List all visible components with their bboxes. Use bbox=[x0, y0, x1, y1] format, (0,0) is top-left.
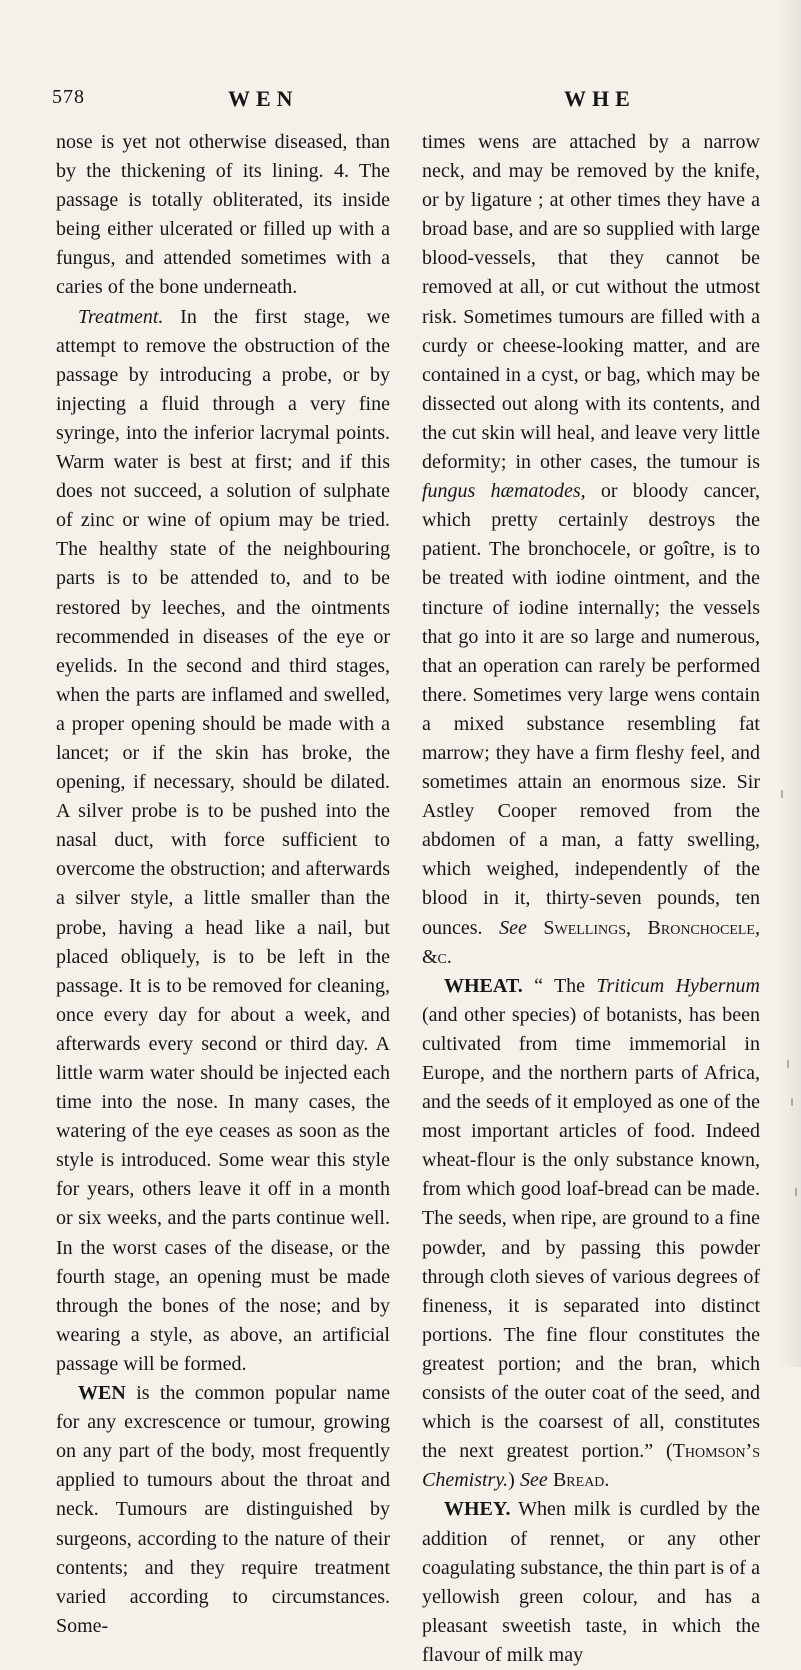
wheat-entry bbox=[422, 972, 760, 1496]
wen-text: is the common popular name for any excrescence or tumour, growing on any part of the body, most frequently applied to tumours about the throat and neck. Tumours are distinguished by surgeons, according to the nature of their contents; and they require treatment varied according to circumstances. Some- bbox=[56, 1382, 390, 1637]
see-label: See bbox=[499, 916, 527, 939]
whey-headword: WHEY. bbox=[444, 1498, 511, 1521]
left-paragraph-1: nose is yet not otherwise diseased, than by the thickening of its lining. 4. The passage is totally obliterated, its inside being either ulcerated or filled up with a fungus, and attended sometimes with a caries of the bone underneath. bbox=[56, 131, 390, 299]
treatment-paragraph bbox=[56, 303, 390, 1379]
wheat-quote-open: “ The bbox=[522, 974, 597, 997]
margin-speck bbox=[795, 1188, 797, 1196]
cross-reference-bread: Bread. bbox=[547, 1469, 610, 1492]
left-column bbox=[56, 128, 390, 1641]
wen-continuation bbox=[422, 128, 760, 972]
right-column bbox=[422, 128, 760, 1670]
right-guide-word: WHE bbox=[564, 86, 636, 111]
margin-speck bbox=[781, 790, 783, 798]
wheat-latin-name: Triticum Hybernum bbox=[596, 974, 760, 997]
wen-cont-text-a: times wens are attached by a narrow neck, and may be removed by the knife, or by ligature ; at other times they have a broad base, and are so supplied with large blood-vessels, that they cannot be removed at all, or cut without the utmost risk. Sometimes tumours are filled with a curdy or cheese-looking matter, and are contained in a cyst, or bag, which may be dissected out along with its contents, and the cut skin will heal, and leave very little deformity; in other cases, the tumour is bbox=[422, 131, 760, 474]
whey-entry bbox=[422, 1495, 760, 1670]
wen-headword: WEN bbox=[78, 1382, 126, 1405]
running-header bbox=[52, 86, 769, 110]
citation-author: Thomson’s bbox=[672, 1440, 760, 1463]
citation-work: Chemistry. bbox=[422, 1469, 509, 1492]
wheat-headword: WHEAT. bbox=[444, 974, 523, 997]
treatment-text: In the first stage, we attempt to remove the obstruction of the passage by introducing a probe, or by injecting a fluid through a very fine syringe, into the inferior lacrymal points. Warm water is best at first; and if this does not succeed, a solution of sulphate of zinc or wine of opium may be tried. The healthy state of the neighbouring parts is to be attended to, and to be restored by leeches, and the ointments recommended in diseases of the eye or eyelids. In the second and third stages, when the parts are inflamed and swelled, a proper opening should be made with a lancet; or if the skin has broke, the opening, if necessary, should be dilated. A silver probe is to be pushed into the nasal duct, with force sufficient to overcome the obstruction; and afterwards a silver style, a little smaller than the probe, having a head like a nail, but placed obliquely, is to be left in the passage. It is to be removed for cleaning, once every day for about a week, and afterwards every second or third day. A little warm water should be injected each time into the nose. In many cases, the watering of the eye ceases as soon as the style is introduced. Some wear this style for years, others leave it off in a month or six weeks, and the parts continue well. In the worst cases of the disease, or the fourth stage, an opening must be made through the bones of the nose; and by wearing a style, as above, an artificial passage will be formed. bbox=[56, 305, 390, 1375]
whey-text: When milk is curdled by the addition of rennet, or any other coagulating substance, the thin part is of a yellowish green colour, and has a pleasant sweetish taste, in which the flavour of milk may bbox=[422, 1498, 760, 1666]
cross-reference: Swellings, Bronchocele, &c. bbox=[422, 916, 760, 968]
left-guide-word: WEN bbox=[228, 86, 299, 111]
page-edge-shadow bbox=[779, 0, 801, 1367]
citation-close: ) bbox=[508, 1469, 520, 1492]
wen-entry bbox=[56, 1379, 390, 1641]
margin-speck bbox=[791, 1098, 793, 1106]
wen-cont-text-b: or bloody cancer, which pretty certainly destroys the patient. The bronchocele, or goître, is to be treated with iodine ointment, and the tincture of iodine internally; the vessels that go into it are so large and numerous, that an operation can rarely be performed there. Sometimes very large wens contain a mixed substance resembling fat marrow; they have a firm fleshy feel, and sometimes attain an enormous size. Sir Astley Cooper removed from the abdomen of a man, a fatty swelling, which weighed, independently of the blood in it, thirty-seven pounds, ten ounces. bbox=[422, 480, 760, 939]
fungus-term: fungus hæmatodes, bbox=[422, 480, 586, 503]
treatment-heading: Treatment. bbox=[78, 305, 164, 328]
wheat-text: (and other species) of botanists, has been cultivated from time immemorial in Europe, and the northern parts of Africa, and the seeds of it employed as one of the most important articles of food. Indeed wheat-flour is the only substance known, from which good loaf-bread can be made. The seeds, when ripe, are ground to a fine powder, and by passing this powder through cloth sieves of various degrees of fineness, it is separated into distinct portions. The fine flour constitutes the greatest portion; and the bran, which consists of the outer coat of the seed, and which is the coarsest of all, constitutes the next greatest portion.” ( bbox=[422, 1003, 760, 1463]
page-number: 578 bbox=[52, 86, 85, 108]
margin-speck bbox=[787, 1060, 789, 1068]
see-label-wheat: See bbox=[520, 1469, 548, 1492]
